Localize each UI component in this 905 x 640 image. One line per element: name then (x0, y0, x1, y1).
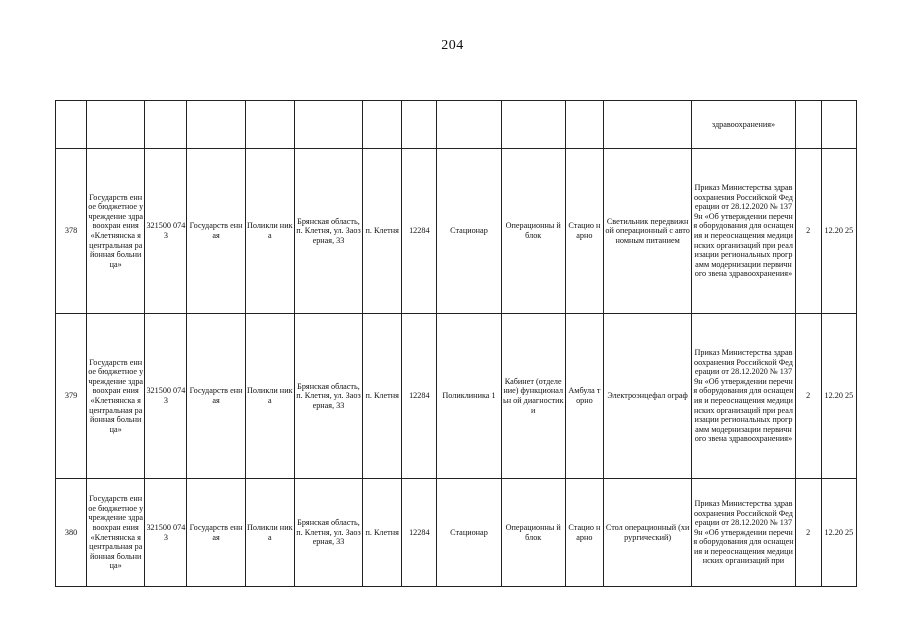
cell-inn: 321500 0743 (145, 479, 187, 587)
cell-ownership: Государств енная (187, 149, 245, 314)
cell-division: Стационар (437, 149, 501, 314)
cell-basis: здравоохранения» (692, 101, 795, 149)
cell-code: 12284 (402, 149, 437, 314)
cell-settlement: п. Клетня (363, 149, 402, 314)
cell-qty: 2 (795, 149, 821, 314)
cell-institution: Государств енное бюджетное учреждение здравоохран ения «Клетнянска я центральная районная больница» (87, 149, 145, 314)
cell-ownership: Государств енная (187, 314, 245, 479)
cell-settlement (363, 101, 402, 149)
cell-address: Брянская область, п. Клетня, ул. Заозерная, 33 (294, 149, 362, 314)
cell-address: Брянская область, п. Клетня, ул. Заозерная, 33 (294, 479, 362, 587)
cell-address: Брянская область, п. Клетня, ул. Заозерная, 33 (294, 314, 362, 479)
cell-inn: 321500 0743 (145, 149, 187, 314)
table-row (56, 314, 857, 479)
cell-institution: Государств енное бюджетное учреждение здравоохран ения «Клетнянска я центральная районная больница» (87, 314, 145, 479)
cell-date (821, 101, 856, 149)
cell-qty (795, 101, 821, 149)
cell-division (437, 101, 501, 149)
cell-unit (501, 101, 565, 149)
cell-date: 12.20 25 (821, 314, 856, 479)
cell-ownership: Государств енная (187, 479, 245, 587)
cell-settlement: п. Клетня (363, 314, 402, 479)
cell-type: Поликли ника (245, 479, 294, 587)
cell-care-form (565, 101, 603, 149)
cell-date: 12.20 25 (821, 479, 856, 587)
cell-care-form: Амбула торно (565, 314, 603, 479)
cell-unit: Операционны й блок (501, 149, 565, 314)
cell-inn (145, 101, 187, 149)
cell-qty: 2 (795, 479, 821, 587)
cell-equipment: Стол операционный (хирургический) (603, 479, 691, 587)
cell-inn: 321500 0743 (145, 314, 187, 479)
cell-division: Поликлиника 1 (437, 314, 501, 479)
page-number: 204 (441, 38, 464, 53)
cell-code (402, 101, 437, 149)
cell-num (56, 101, 87, 149)
cell-division: Стационар (437, 479, 501, 587)
table-row (56, 479, 857, 587)
cell-equipment: Электроэнцефал ограф (603, 314, 691, 479)
cell-num: 379 (56, 314, 87, 479)
cell-code: 12284 (402, 479, 437, 587)
cell-care-form: Стацио нарно (565, 479, 603, 587)
cell-basis: Приказ Министерства здравоохранения Российской Федерации от 28.12.2020 № 1379н «Об утверждении перечня оборудования для оснащения и переоснащения медицинских организаций при реализации региональных программ модернизации первичного звена здравоохранения» (692, 314, 795, 479)
cell-address (294, 101, 362, 149)
cell-institution: Государств енное бюджетное учреждение здравоохран ения «Клетнянска я центральная районная больница» (87, 479, 145, 587)
cell-date: 12.20 25 (821, 149, 856, 314)
cell-care-form: Стацио нарно (565, 149, 603, 314)
cell-institution (87, 101, 145, 149)
table-row-continued (56, 101, 857, 149)
cell-equipment: Светильник передвижной операционный с автономным питанием (603, 149, 691, 314)
cell-unit: Кабинет (отделение) функциональн ой диагностики (501, 314, 565, 479)
cell-equipment (603, 101, 691, 149)
cell-qty: 2 (795, 314, 821, 479)
cell-basis: Приказ Министерства здравоохранения Российской Федерации от 28.12.2020 № 1379н «Об утверждении перечня оборудования для оснащения и переоснащения медицинских организаций при (692, 479, 795, 587)
cell-basis: Приказ Министерства здравоохранения Российской Федерации от 28.12.2020 № 1379н «Об утверждении перечня оборудования для оснащения и переоснащения медицинских организаций при реализации региональных программ модернизации первичного звена здравоохранения» (692, 149, 795, 314)
cell-type: Поликли ника (245, 314, 294, 479)
cell-ownership (187, 101, 245, 149)
cell-type (245, 101, 294, 149)
cell-type: Поликли ника (245, 149, 294, 314)
table-row (56, 149, 857, 314)
cell-num: 380 (56, 479, 87, 587)
cell-num: 378 (56, 149, 87, 314)
cell-unit: Операционны й блок (501, 479, 565, 587)
equipment-registry-table (55, 100, 857, 587)
cell-settlement: п. Клетня (363, 479, 402, 587)
cell-code: 12284 (402, 314, 437, 479)
